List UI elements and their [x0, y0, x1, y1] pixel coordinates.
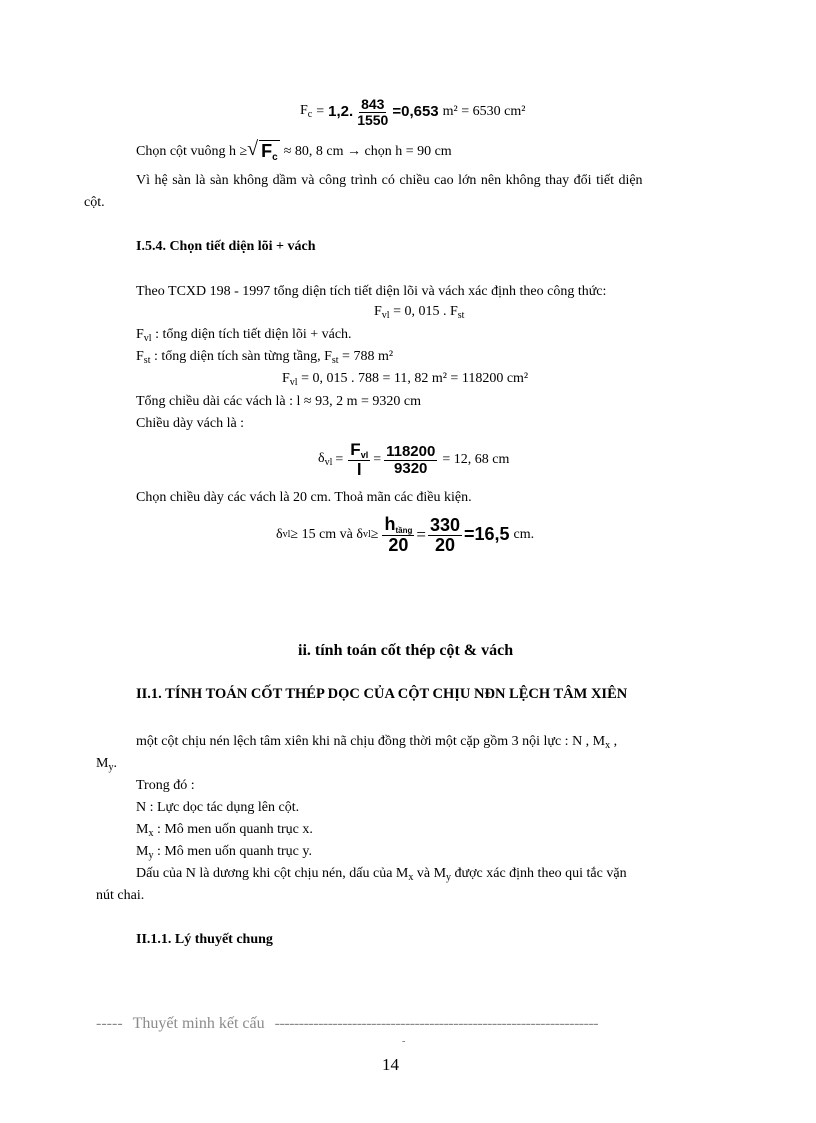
choose-thickness: Chọn chiều dày các vách là 20 cm. Thoả mãn các điều kiện.: [136, 490, 472, 505]
body-ii1-n-def: N : Lực dọc tác dụng lên cột.: [136, 800, 300, 815]
footer-label: Thuyết minh kết cấu: [132, 1015, 265, 1032]
tcxd-eq2: $F_{vl} = 0$, 015 . 788 = 11, 82 m² = 118200 cm²: [282, 371, 529, 388]
heading-i54: I.5.4. Chọn tiết diện lõi + vách: [136, 239, 316, 254]
formula-fc: [300, 90, 525, 134]
footer-dashes-left: -----: [96, 1015, 123, 1032]
condition-unit: cm.: [513, 526, 535, 542]
sqrt-fc: √ $F_c$: [247, 138, 278, 163]
heading-ii1: II.1. TÍNH TOÁN CỐT THÉP DỌC CỦA CỘT CHỊU NĐN LỆCH TÂM XIÊN: [136, 686, 628, 702]
footer-small-mark: -: [402, 1036, 406, 1047]
condition-fraction-values: $\frac{330}{20}$: [429, 514, 460, 555]
fc-units: m² = 6530 cm²: [442, 103, 526, 119]
delta-result: = 12, 68 cm: [442, 451, 510, 467]
fc-fraction: [355, 97, 390, 127]
delta-fraction-values: $\frac{118200}{9320}$: [386, 442, 436, 477]
para-no-change-line2: cột.: [84, 195, 105, 210]
tcxd-intro: Theo TCXD 198 - 1997 tổng diện tích tiết diện lõi và vách xác định theo công thức:: [136, 284, 607, 299]
delta-fraction-f: $\frac{F_{vl}}{l}$: [350, 439, 369, 480]
fc-eq: =: [316, 103, 325, 119]
column-choice-suffix: ≈ 80, 8 cm → chọn h = 90 cm: [283, 144, 452, 160]
condition-result: =16,5: [464, 524, 510, 545]
body-ii1-where: Trong đó :: [136, 778, 195, 793]
section-ii-title: ii. tính toán cốt thép cột & vách: [298, 642, 514, 659]
body-ii1-line1: một cột chịu nén lệch tâm xiên khi nã chịu đồng thời một cặp gồm 3 nội lực : N , $M_x$ ,: [136, 734, 618, 751]
para-no-change-line1: Vì hệ sàn là sàn không dầm và công trình có chiều cao lớn nên không thay đổi tiết diện: [136, 173, 643, 188]
delta-lhs: $\delta_{vl}$: [318, 451, 333, 468]
page-number: 14: [382, 1055, 399, 1074]
tcxd-length: Tổng chiều dài các vách là : l ≈ 93, 2 m = 9320 cm: [136, 394, 421, 409]
fc-coef: 1,2.: [328, 103, 354, 120]
body-ii1-sign-line1: Dấu của N là dương khi cột chịu nén, dấu của $M_x$ và $M_y$ được xác định theo qui tắc vặn: [136, 866, 627, 883]
condition-formula: δ vl ≥ 15 cm và δ vl ≥ $\frac{h_{tầng}}{20}$ = $\frac{330}{20}$ =16,5 cm.: [276, 513, 535, 556]
body-ii1-mx-def: $M_x$ : Mô men uốn quanh trục x.: [136, 822, 313, 839]
fc-numerator: 843: [361, 95, 385, 112]
tcxd-def2: $F_{st}$ : tổng diện tích sàn từng tầng, $F_{st} = 788$ m²: [136, 349, 394, 366]
tcxd-def1: $F_{vl}$ : tổng diện tích tiết diện lõi + vách.: [136, 327, 352, 344]
footer-dashes-right: -------------------------------------------------------------------: [274, 1015, 599, 1032]
fc-result: =0,653: [392, 103, 439, 120]
tcxd-thickness-label: Chiều dày vách là :: [136, 416, 245, 431]
column-choice-prefix: Chọn cột vuông h ≥: [136, 144, 248, 160]
delta-formula: $\delta_{vl}$ = $\frac{F_{vl}}{l}$ = $\frac{118200}{9320}$ = 12, 68 cm: [318, 439, 510, 480]
footer-line: [96, 1014, 598, 1033]
fc-lhs: $F_c$: [300, 103, 313, 120]
column-choice: [136, 138, 452, 164]
heading-ii11: II.1.1. Lý thuyết chung: [136, 932, 273, 947]
tcxd-eq1: $F_{vl} = 0$, 015 . $F_{st}$: [374, 304, 465, 321]
fc-denominator: 1550: [357, 111, 389, 128]
sqrt-sign-icon: √: [247, 138, 259, 160]
body-ii1-my-def: $M_y$ : Mô men uốn quanh trục y.: [136, 844, 312, 861]
condition-fraction-h: $\frac{h_{tầng}}{20}$: [384, 513, 413, 556]
body-ii1-line2: $M_y$.: [96, 756, 117, 773]
body-ii1-sign-line2: nút chai.: [96, 888, 145, 903]
